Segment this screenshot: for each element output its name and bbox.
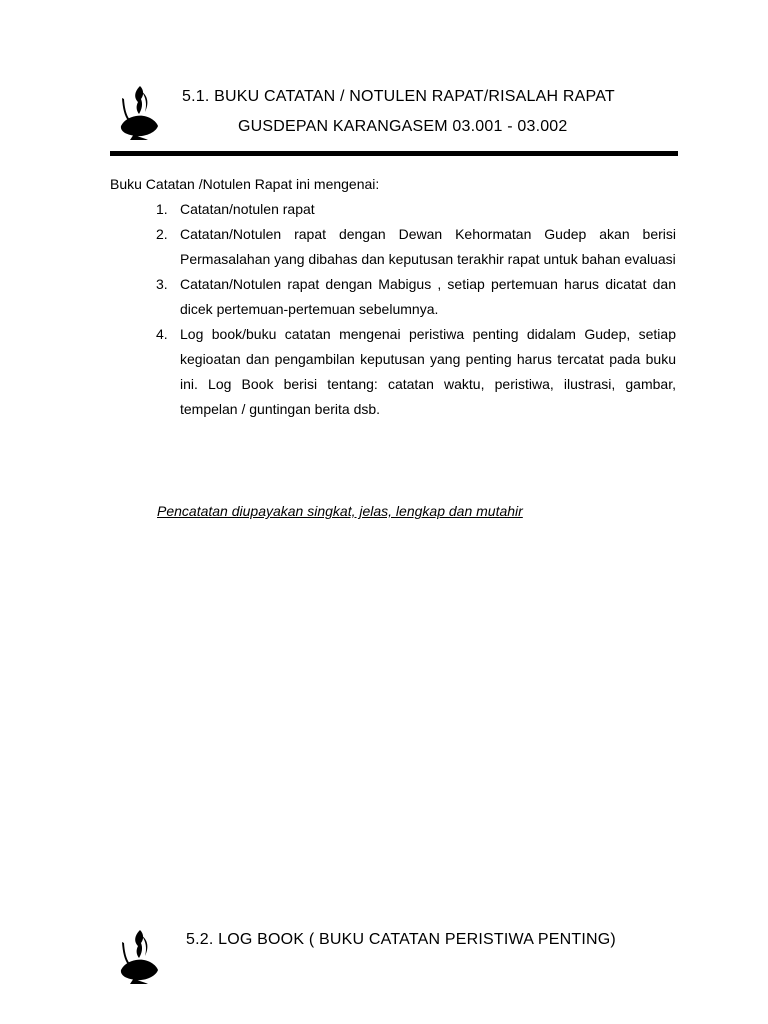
list-item-text: Log book/buku catatan mengenai peristiwa penting didalam Gudep, setiap kegioatan dan pengambilan keputusan yang penting harus tercatat pada buku ini. Log Book berisi tentang: catatan waktu, peristiwa, ilustrasi, gambar, tempelan / guntingan berita dsb. bbox=[180, 326, 676, 417]
list-item-text: Catatan/notulen rapat bbox=[180, 201, 315, 217]
list-item bbox=[156, 322, 676, 422]
header-divider bbox=[110, 151, 678, 156]
intro-text: Buku Catatan /Notulen Rapat ini mengenai: bbox=[110, 176, 380, 192]
tunas-kelapa-logo-icon bbox=[116, 84, 160, 140]
footnote-note: Pencatatan diupayakan singkat, jelas, lengkap dan mutahir bbox=[157, 503, 523, 519]
section-5-2-title: 5.2. LOG BOOK ( BUKU CATATAN PERISTIWA PENTING) bbox=[186, 931, 616, 948]
list-item-number: 2. bbox=[156, 226, 168, 242]
list-item-text: Catatan/Notulen rapat dengan Dewan Kehormatan Gudep akan berisi Permasalahan yang dibahas dan keputusan terakhir rapat untuk bahan evaluasi bbox=[180, 226, 676, 267]
notulen-list bbox=[156, 197, 676, 422]
tunas-kelapa-logo-svg bbox=[116, 84, 160, 140]
section-5-1-title-line2: GUSDEPAN KARANGASEM 03.001 - 03.002 bbox=[238, 118, 568, 135]
list-item-number: 1. bbox=[156, 201, 168, 217]
list-item bbox=[156, 197, 676, 222]
tunas-kelapa-logo-icon bbox=[116, 928, 160, 984]
list-item-number: 3. bbox=[156, 276, 168, 292]
list-item-number: 4. bbox=[156, 326, 168, 342]
list-item bbox=[156, 272, 676, 322]
list-item-text: Catatan/Notulen rapat dengan Mabigus , setiap pertemuan harus dicatat dan dicek pertemuan-pertemuan sebelumnya. bbox=[180, 276, 676, 317]
list-item bbox=[156, 222, 676, 272]
tunas-kelapa-logo-svg bbox=[116, 928, 160, 984]
section-5-1-title-line1: 5.1. BUKU CATATAN / NOTULEN RAPAT/RISALAH RAPAT bbox=[182, 88, 615, 105]
